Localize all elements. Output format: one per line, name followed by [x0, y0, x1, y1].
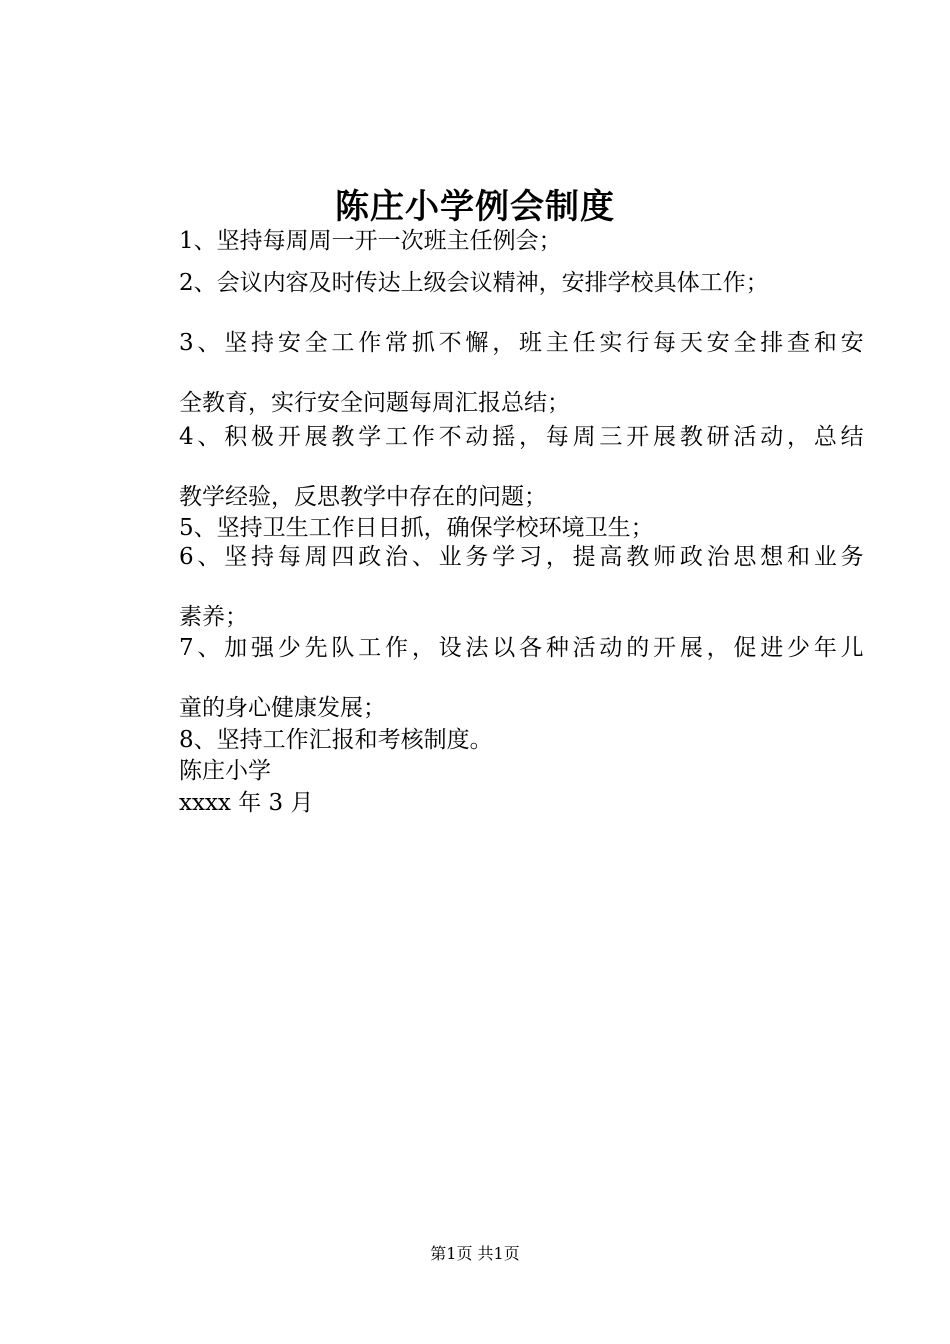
rule-item-8: 8、坚持工作汇报和考核制度。 — [179, 727, 493, 753]
rule-item-1: 1、坚持每周周一开一次班主任例会； — [179, 228, 562, 254]
page-number-footer: 第1页 共1页 — [430, 1244, 520, 1263]
rule-item-4-line-1: 4、积极开展教学工作不动摇，每周三开展教研活动，总结 — [179, 424, 868, 450]
document-title: 陈庄小学例会制度 — [335, 187, 615, 227]
signature-org: 陈庄小学 — [179, 758, 271, 784]
rule-item-3-line-2: 全教育，实行安全问题每周汇报总结； — [179, 390, 570, 416]
rule-item-6-line-1: 6、坚持每周四政治、业务学习，提高教师政治思想和业务 — [179, 544, 868, 570]
rule-item-6-line-2: 素养； — [179, 604, 248, 630]
signature-date: xxxx 年 3 月 — [179, 790, 314, 816]
rule-item-4-line-2: 教学经验，反思教学中存在的问题； — [179, 484, 547, 510]
rule-item-5: 5、坚持卫生工作日日抓，确保学校环境卫生； — [179, 515, 654, 541]
rule-item-7-line-2: 童的身心健康发展； — [179, 695, 386, 721]
rule-item-7-line-1: 7、加强少先队工作，设法以各种活动的开展，促进少年儿 — [179, 635, 868, 661]
rule-item-3-line-1: 3、坚持安全工作常抓不懈，班主任实行每天安全排查和安 — [179, 330, 868, 356]
rule-item-2: 2、会议内容及时传达上级会议精神，安排学校具体工作； — [179, 270, 769, 296]
